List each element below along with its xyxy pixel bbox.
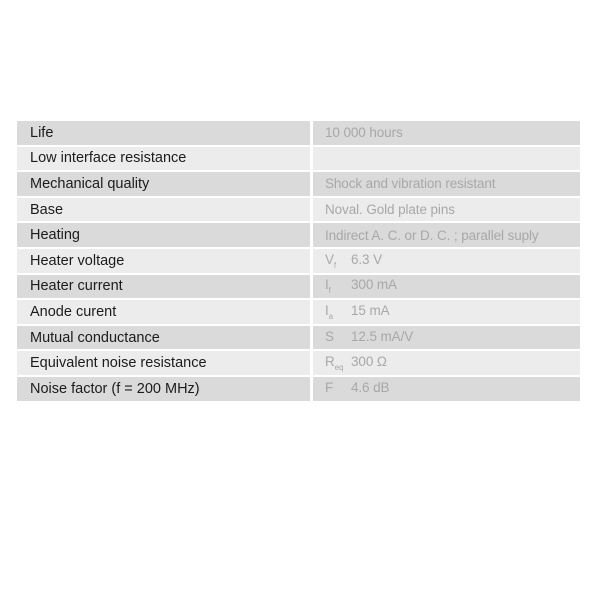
- spec-value-cell: [313, 249, 580, 275]
- spec-label: Low interface resistance: [17, 147, 313, 173]
- spec-value: 12.5 mA/V: [351, 328, 414, 344]
- symbol-letter: S: [325, 328, 334, 344]
- spec-label: Mechanical quality: [17, 172, 313, 198]
- spec-label: Mutual conductance: [17, 326, 313, 352]
- table-row: [17, 326, 580, 352]
- spec-value-cell: [313, 275, 580, 301]
- spec-label: Noise factor (f = 200 MHz): [17, 377, 313, 403]
- spec-label: Anode curent: [17, 300, 313, 326]
- spec-value-cell: [313, 377, 580, 403]
- table-row: [17, 198, 580, 224]
- symbol-letter: I: [325, 277, 329, 293]
- spec-value: [313, 147, 580, 173]
- spec-symbol: [325, 329, 351, 347]
- spec-label: Heater voltage: [17, 249, 313, 275]
- symbol-subscript: a: [328, 311, 334, 321]
- symbol-letter: V: [325, 251, 334, 267]
- table-row: [17, 351, 580, 377]
- spec-symbol: [325, 303, 351, 321]
- table-row: [17, 223, 580, 249]
- table-row: [17, 147, 580, 173]
- spec-value: 300 Ω: [351, 354, 387, 370]
- spec-value: Noval. Gold plate pins: [313, 198, 580, 224]
- table-row: [17, 377, 580, 403]
- spec-value: Shock and vibration resistant: [313, 172, 580, 198]
- spec-value: 6.3 V: [351, 251, 383, 267]
- symbol-letter: F: [325, 379, 334, 395]
- table-row: [17, 300, 580, 326]
- spec-value-cell: [313, 300, 580, 326]
- spec-value: 4.6 dB: [351, 379, 390, 395]
- symbol-subscript: f: [328, 286, 331, 296]
- spec-label: Equivalent noise resistance: [17, 351, 313, 377]
- symbol-subscript: eq: [334, 363, 344, 373]
- spec-label: Heating: [17, 223, 313, 249]
- table-row: [17, 275, 580, 301]
- spec-value: 15 mA: [351, 302, 390, 318]
- spec-value: 10 000 hours: [313, 121, 580, 147]
- table-row: [17, 121, 580, 147]
- spec-value-cell: [313, 326, 580, 352]
- spec-label: Base: [17, 198, 313, 224]
- table-row: [17, 249, 580, 275]
- symbol-subscript: f: [333, 260, 337, 270]
- symbol-letter: I: [325, 302, 329, 318]
- spec-symbol: [325, 380, 351, 398]
- spec-label: Heater current: [17, 275, 313, 301]
- spec-value: Indirect A. C. or D. C. ; parallel suply: [313, 223, 580, 249]
- spec-label: Life: [17, 121, 313, 147]
- spec-symbol: [325, 277, 351, 295]
- spec-symbol: [325, 354, 351, 372]
- spec-symbol: [325, 252, 351, 270]
- table-row: [17, 172, 580, 198]
- symbol-letter: R: [325, 354, 335, 370]
- specifications-table: [17, 121, 580, 403]
- spec-value-cell: [313, 351, 580, 377]
- spec-value: 300 mA: [351, 277, 397, 293]
